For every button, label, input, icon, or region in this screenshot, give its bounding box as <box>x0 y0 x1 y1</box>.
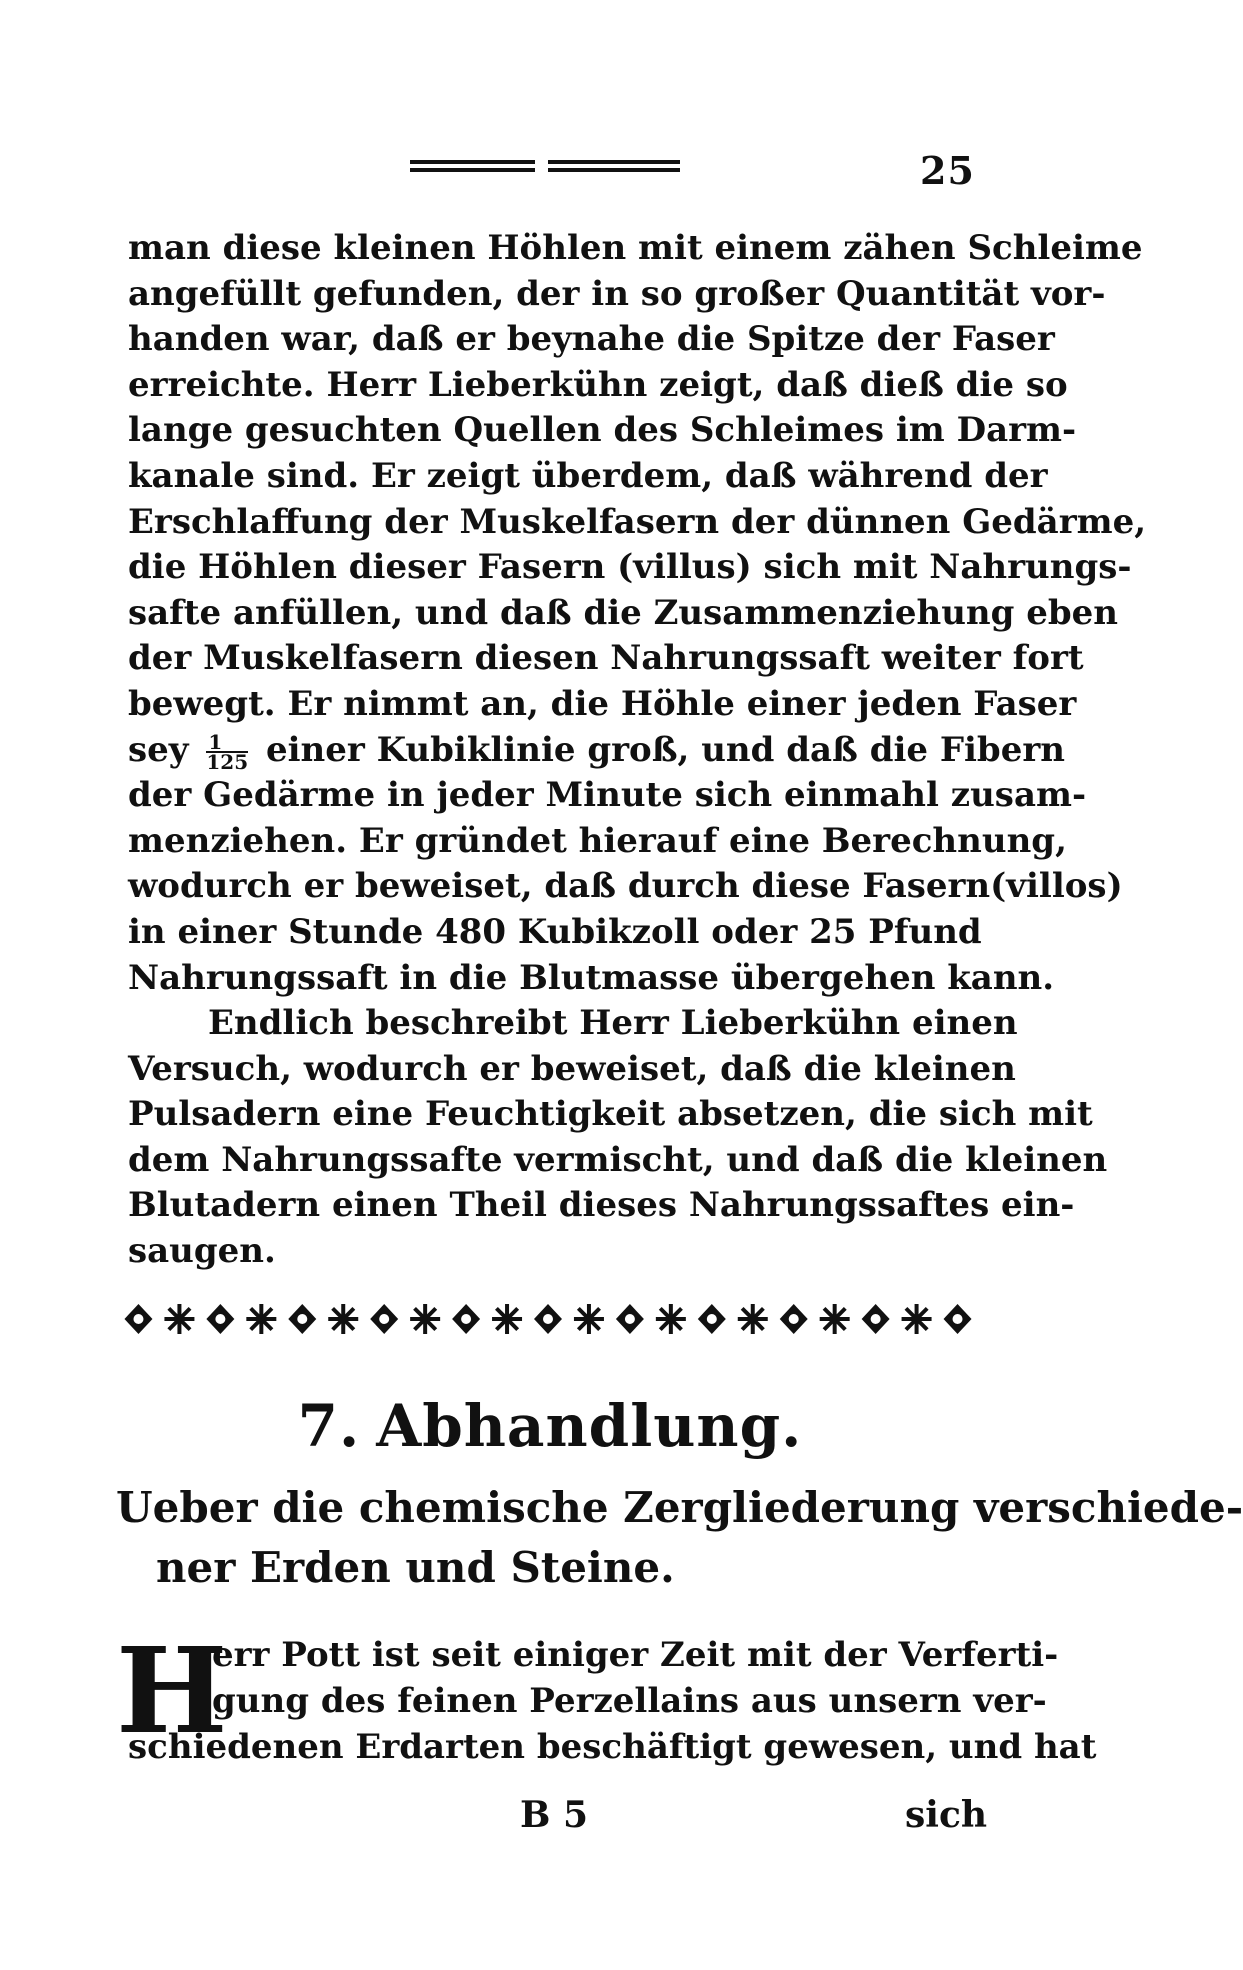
ornament-diamond <box>616 1304 644 1334</box>
fraction-line-after: einer Kubiklinie groß, und daß die Fibern <box>265 729 1065 770</box>
page-number: 25 <box>920 148 975 193</box>
text-line: Pulsadern eine Feuchtigkeit absetzen, die sich mit <box>128 1094 1093 1135</box>
ornament-star <box>820 1304 850 1334</box>
text-line: schiedenen Erdarten beschäftigt gewesen, und hat <box>128 1727 1097 1767</box>
text-line: Endlich beschreibt Herr Lieberkühn einen <box>208 1003 1018 1044</box>
text-line: Versuch, wodurch er beweiset, daß die kleinen <box>128 1048 1016 1089</box>
text-line: wodurch er beweiset, daß durch diese Fasern(villos) <box>128 866 1123 907</box>
ornament-star <box>328 1304 358 1334</box>
subtitle-line: ner Erden und Steine. <box>156 1543 675 1592</box>
text-line: err Pott ist seit einiger Zeit mit der Verferti- <box>212 1635 1059 1675</box>
text-line: menziehen. Er gründet hierauf eine Berechnung, <box>128 820 1067 861</box>
text-line: kanale sind. Er zeigt überdem, daß während der <box>128 455 1048 496</box>
text-line: man diese kleinen Höhlen mit einem zähen Schleime <box>128 228 1143 268</box>
text-line: dem Nahrungssafte vermischt, und daß die kleinen <box>128 1139 1108 1180</box>
text-line: saugen. <box>128 1231 276 1272</box>
text-line: angefüllt gefunden, der in so großer Quantität vor- <box>128 273 1106 314</box>
text-line: lange gesuchten Quellen des Schleimes im Darm- <box>128 410 1077 451</box>
section-heading <box>0 1392 1100 1460</box>
ornament-star <box>410 1304 440 1334</box>
ornament-diamond <box>698 1304 726 1334</box>
ornament-star <box>492 1304 522 1334</box>
text-line: erreichte. Herr Lieberkühn zeigt, daß dieß die so <box>128 364 1068 405</box>
signature-mark: B 5 <box>520 1794 589 1836</box>
fraction-line <box>128 728 1065 774</box>
ornament-border <box>118 1298 978 1340</box>
ornament-star <box>738 1304 768 1334</box>
body-text <box>128 226 1147 1275</box>
text-line: Erschlaffung der Muskelfasern der dünnen Gedärme, <box>128 501 1147 542</box>
fraction-line-before: sey <box>128 729 189 770</box>
header-rule <box>410 158 680 176</box>
fraction-denominator: 125 <box>206 749 249 774</box>
ornament-diamond <box>944 1304 972 1334</box>
ornament-diamond <box>534 1304 562 1334</box>
section-number: 7. <box>297 1392 361 1460</box>
ornament-star <box>902 1304 932 1334</box>
intro-text <box>128 1632 1097 1770</box>
ornament-diamond <box>370 1304 398 1334</box>
ornament-star <box>656 1304 686 1334</box>
text-line: der Gedärme in jeder Minute sich einmahl zusam- <box>128 775 1087 816</box>
fraction <box>206 729 249 774</box>
ornament-star <box>246 1304 276 1334</box>
text-line: der Muskelfasern diesen Nahrungssaft weiter fort <box>128 638 1084 679</box>
section-subtitle <box>116 1478 1243 1598</box>
ornament-diamond <box>124 1304 152 1334</box>
ornament-star <box>574 1304 604 1334</box>
text-line: in einer Stunde 480 Kubikzoll oder 25 Pfund <box>128 911 982 952</box>
text-line: die Höhlen dieser Fasern (villus) sich mit Nahrungs- <box>128 547 1132 588</box>
text-line: safte anfüllen, und daß die Zusammenziehung eben <box>128 592 1119 633</box>
drop-cap: H <box>116 1621 228 1760</box>
ornament-diamond <box>780 1304 808 1334</box>
catchword: sich <box>905 1794 988 1836</box>
ornament-star <box>164 1304 194 1334</box>
ornament-diamond <box>452 1304 480 1334</box>
text-line: Nahrungssaft in die Blutmasse übergehen kann. <box>128 957 1055 998</box>
fraction-numerator: 1 <box>206 733 248 753</box>
text-line: Blutadern einen Theil dieses Nahrungssaftes ein- <box>128 1185 1075 1226</box>
ornament-diamond <box>206 1304 234 1334</box>
text-line: handen war, daß er beynahe die Spitze der Faser <box>128 319 1055 360</box>
text-line: gung des feinen Perzellains aus unsern ver- <box>212 1681 1047 1721</box>
ornament-diamond <box>862 1304 890 1334</box>
text-line: bewegt. Er nimmt an, die Höhle einer jeden Faser <box>128 683 1077 724</box>
section-title: Abhandlung. <box>376 1392 803 1460</box>
subtitle-line: Ueber die chemische Zergliederung verschiede- <box>116 1483 1243 1532</box>
ornament-diamond <box>288 1304 316 1334</box>
